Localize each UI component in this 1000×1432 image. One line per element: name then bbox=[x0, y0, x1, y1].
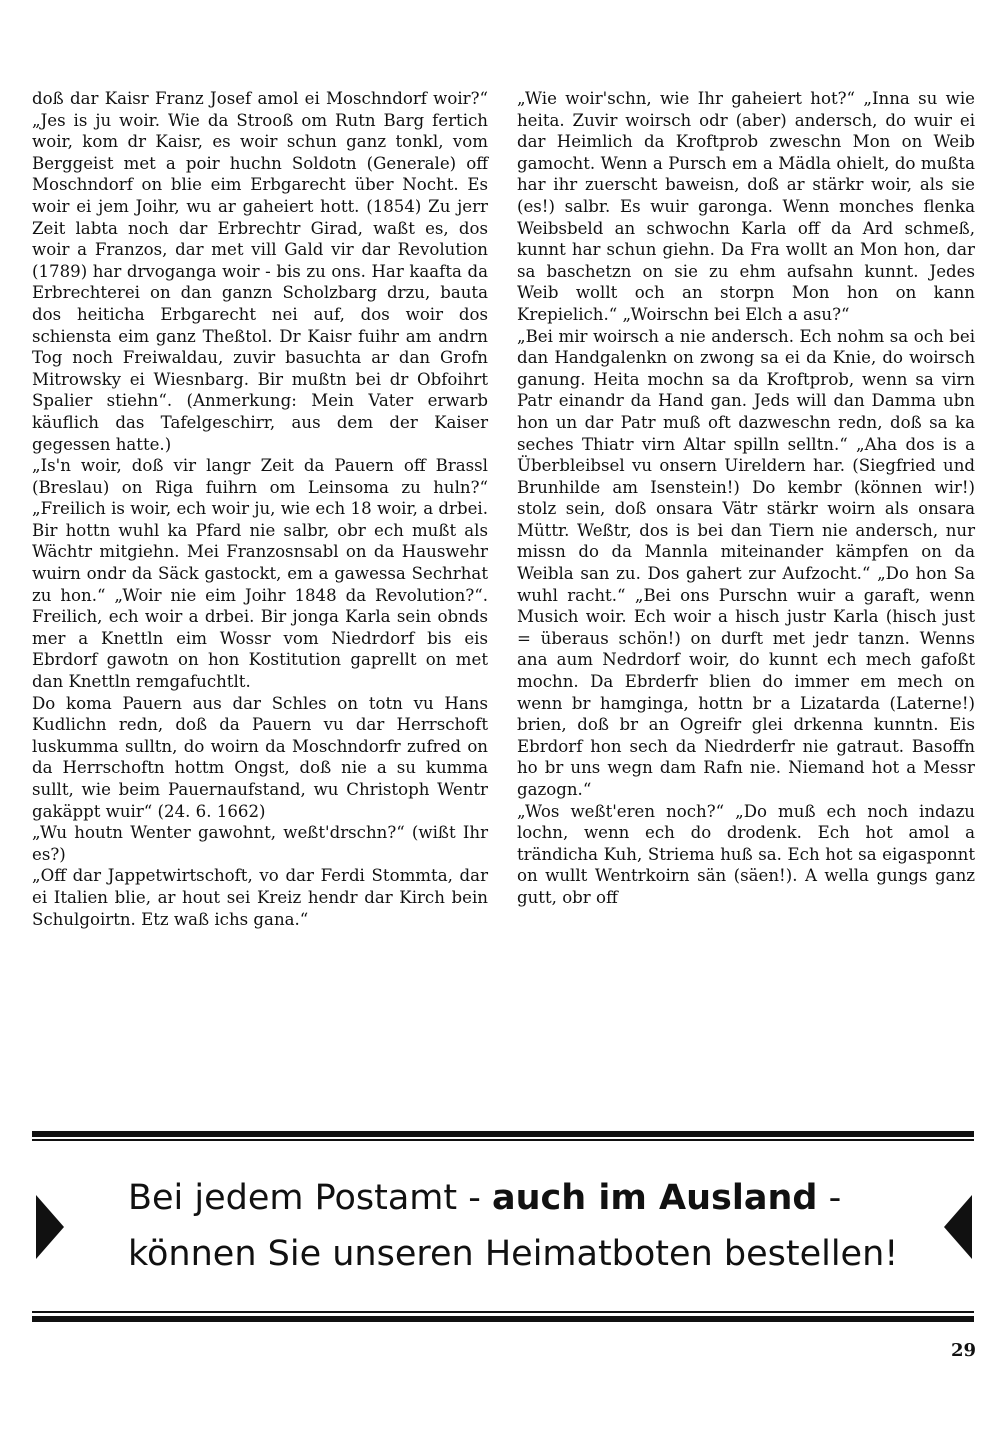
page-number: 29 bbox=[950, 1340, 976, 1361]
paragraph: „Is'n woir, doß vir langr Zeit da Pauern off Brassl (Breslau) on Riga fuihrn om Leinsoma zu huln?“ „Freilich is woir, ech woir ju, wie ech 18 woir, a drbei. Bir hottn wuhl ka Pfard nie salbr, obr ech mußt als Wächtr mitgiehn. Mei Franzosnsabl on da Hauswehr wuirn ondr da Säck gastockt, em a gawessa Sechrhat zu hon.“ „Woir nie eim Joihr 1848 da Revolution?“. Freilich, ech woir a drbei. Bir jonga Karla sein obnds mer a Knettln eim Wossr vom Niedrdorf bis eis Ebrdorf gawotn on hon Kostitution gaprellt on met dan Knettln remgafuchtlt. bbox=[32, 456, 488, 692]
paragraph: „Wie woir'schn, wie Ihr gaheiert hot?“ „Inna su wie heita. Zuvir woirsch odr (aber) andersch, do wuir ei dar Heimlich da Kroftprob zweschn Mon on Weib gamocht. Wenn a Pursch em a Mädla ohielt, do mußta har ihr zuerscht baweisn, doß ar stärkr woir, als sie (es!) salbr. Es wuir garonga. Wenn monches flenka Weibsbeld an schwochn Karla off da Ard schmeß, kunnt har schun giehn. Da Fra wollt an Mon hon, dar sa baschetzn on sie zu ehm aufsahn kunnt. Jedes Weib wollt och an storpn Mon hon on kann Krepielich.“ „Woirschn bei Elch a asu?“ bbox=[517, 89, 975, 324]
arrow-right-icon bbox=[36, 1195, 64, 1259]
ad-line1-prefix: Bei jedem Postamt - bbox=[128, 1178, 492, 1218]
paragraph: „Bei mir woirsch a nie andersch. Ech nohm sa och bei dan Handgalenkn on zwong sa ei da Knie, do woirsch ganung. Heita mochn sa da Kroftprob, wenn sa virn Patr einandr da Hand gan. Jeds will dan Damma ubn hon un dar Patr muß oft dazweschn redn, doß sa ka seches Thiatr virn Altar spilln selltn.“ „Aha dos is a Überbleibsel vu onsern Uireldern har. (Siegfried und Brunhilde am Isenstein!) Do kembr (können wir!) stolz sein, doß onsara Vätr stärkr woirn als onsara Müttr. Weßtr, dos is bei dan Tiern nie andersch, nur missn do da Mannla miteinander kämpfen on da Weibla san zu. Dos gahert zur Aufzocht.“ „Do hon Sa wuhl racht.“ „Bei ons Purschn wuir a garaft, wenn Musich woir. Ech woir a hisch justr Karla (hisch just = überaus schön!) on durft met jedr tanzn. Wenns ana aum Nedrdorf woir, do kunnt ech mech gafoßt mochn. Da Ebrderfr blien do immer em mech on wenn br hamginga, hottn br a Lizatarda (Laterne!) brien, doß br an Ogreifr glei drkenna kunntn. Eis Ebrdorf hon sech da Niedrderfr nie gatraut. Basoffn ho br uns wegn dam Rafn nie. Niemand hot a Messr gazogn.“ bbox=[517, 326, 975, 799]
left-text-column bbox=[32, 88, 488, 930]
paragraph: „Off dar Jappetwirtschoft, vo dar Ferdi Stommta, dar ei Italien blie, ar hout sei Kreiz hendr dar Kirch bein Schulgoirtn. Etz waß ichs gana.“ bbox=[32, 866, 488, 929]
paragraph: „Wos weßt'eren noch?“ „Do muß ech noch indazu lochn, wenn ech do drodenk. Ech hot amol a trändicha Kuh, Striema huß sa. Ech hot sa eigasponnt on wullt Wentrkoirn sän (säen!). A wella gungs ganz gutt, obr off bbox=[517, 801, 975, 907]
top-thick-rule bbox=[32, 1131, 974, 1137]
paragraph: doß dar Kaisr Franz Josef amol ei Moschndorf woir?“ „Jes is ju woir. Wie da Strooß om Rutn Barg fertich woir, kom dr Kaisr, es woir schun ganz tonkl, vom Berggeist met a poir huchn Soldotn (Generale) off Moschndorf on blie eim Erbgarecht über Nocht. Es woir ei jem Joihr, wu ar gaheiert hott. (1854) Zu jerr Zeit labta noch dar Erbrechtr Girad, waßt es, dos woir a Franzos, dar met vill Gald vir dar Revolution (1789) har drvoganga woir - bis zu ons. Har kaafta da Erbrechterei on dan ganzn Scholzbarg drzu, bauta dos heiticha Erbgarecht nei auf, dos woir dos schiensta eim ganz Theßtol. Dr Kaisr fuihr am andrn Tog noch Freiwaldau, zuvir basuchta ar dan Grofn Mitrowsky ei Wiesnbarg. Bir mußtn bei dr Obfoihrt Spalier stiehn“. (Anmerkung: Mein Vater erwarb käuflich das Tafelgeschirr, aus dem der Kaiser gegessen hatte.) bbox=[32, 89, 488, 454]
paragraph: Do koma Pauern aus dar Schles on totn vu Hans Kudlichn redn, doß da Pauern vu dar Herrschoft luskumma sulltn, do woirn da Moschndorfr zufred on da Herrschoftn hottm Ongst, doß nie a su kumma sullt, wie beim Pauernaufstand, wu Christoph Wentr gakäppt wuir“ (24. 6. 1662) bbox=[32, 693, 488, 821]
ad-line1-suffix: - bbox=[817, 1178, 842, 1218]
advertisement-line-2: können Sie unseren Heimatboten bestellen! bbox=[128, 1234, 899, 1274]
paragraph: „Wu houtn Wenter gawohnt, weßt'drschn?“ (wißt Ihr es?) bbox=[32, 823, 488, 864]
top-thin-rule bbox=[32, 1139, 974, 1141]
advertisement-line-1 bbox=[128, 1176, 908, 1220]
bottom-thick-rule bbox=[32, 1316, 974, 1322]
bottom-thin-rule bbox=[32, 1311, 974, 1313]
right-text-column bbox=[517, 88, 975, 909]
ad-line1-bold: auch im Ausland bbox=[492, 1178, 818, 1218]
arrow-left-icon bbox=[944, 1195, 972, 1259]
